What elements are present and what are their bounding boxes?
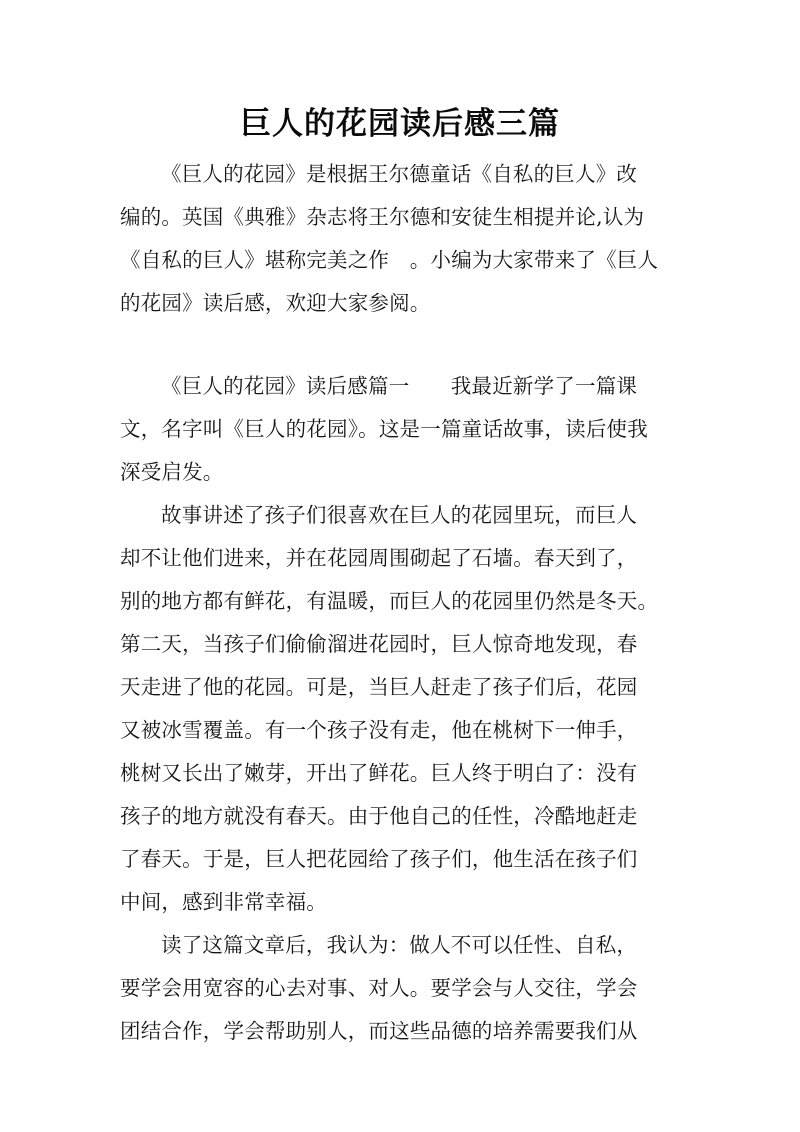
- essay1-p2-line-5: 天走进了他的花园。可是，当巨人赶走了孩子们后，花园: [120, 675, 638, 699]
- essay1-p2-line-1: 故事讲述了孩子们很喜欢在巨人的花园里玩，而巨人: [161, 503, 638, 527]
- intro-line-4: 的花园》读后感，欢迎大家参阅。: [120, 291, 431, 315]
- essay1-p1-line-2: 深受启发。: [120, 460, 224, 484]
- essay1-p2-line-9: 了春天。于是，巨人把花园给了孩子们，他生活在孩子们: [120, 847, 638, 871]
- essay1-p2-line-4: 第二天，当孩子们偷偷溜进花园时，巨人惊奇地发现，春: [120, 632, 638, 656]
- essay1-p3-line-1: 读了这篇文章后，我认为：做人不可以任性、自私，: [161, 933, 638, 957]
- intro-line-2: 编的。英国《典雅》杂志将王尔德和安徒生相提并论,认为: [120, 205, 645, 229]
- essay1-p2-line-2: 却不让他们进来，并在花园周围砌起了石墙。春天到了，: [120, 546, 638, 570]
- essay1-p2-line-6: 又被冰雪覆盖。有一个孩子没有走，他在桃树下一伸手，: [120, 718, 638, 742]
- intro-line-1: 《巨人的花园》是根据王尔德童话《自私的巨人》改: [161, 162, 638, 186]
- intro-line-3: 《自私的巨人》堪称完美之作 。小编为大家带来了《巨人: [120, 248, 659, 272]
- essay1-p2-line-8: 孩子的地方就没有春天。由于他自己的任性，冷酷地赶走: [120, 804, 638, 828]
- essay1-p2-line-10: 中间，感到非常幸福。: [120, 890, 327, 914]
- essay1-p2-line-7: 桃树又长出了嫩芽，开出了鲜花。巨人终于明白了：没有: [120, 761, 638, 785]
- essay1-p1-line-1: 文，名字叫《巨人的花园》。这是一篇童话故事，读后使我: [120, 417, 648, 441]
- essay1-heading-line: 《巨人的花园》读后感篇一 我最近新学了一篇课: [161, 374, 638, 398]
- essay1-p3-line-2: 要学会用宽容的心去对事、对人。要学会与人交往，学会: [120, 976, 638, 1000]
- essay1-p2-line-3: 别的地方都有鲜花，有温暖，而巨人的花园里仍然是冬天。: [120, 589, 659, 613]
- essay1-p3-line-3: 团结合作，学会帮助别人，而这些品德的培养需要我们从: [120, 1019, 638, 1043]
- page-title: 巨人的花园读后感三篇: [240, 106, 560, 142]
